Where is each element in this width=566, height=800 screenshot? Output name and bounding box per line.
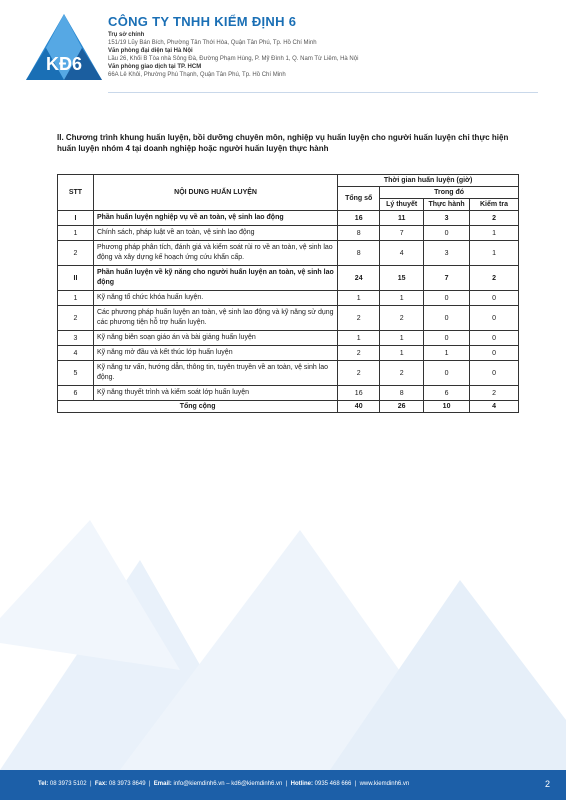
row-test: 2 bbox=[470, 211, 519, 226]
page-number: 2 bbox=[544, 779, 550, 789]
row-test: 0 bbox=[470, 331, 519, 346]
header-of-which: Trong đó bbox=[380, 187, 519, 199]
header-total: Tổng số bbox=[338, 187, 380, 211]
row-practice: 0 bbox=[424, 331, 470, 346]
row-theory: 1 bbox=[380, 346, 424, 361]
row-theory: 2 bbox=[380, 306, 424, 331]
row-content: Kỹ năng mở đầu và kết thúc lớp huấn luyện bbox=[93, 346, 337, 361]
row-content: Phương pháp phân tích, đánh giá và kiểm soát rủi ro về an toàn, vệ sinh lao động và xây dựng kế hoạch ứng cứu khẩn cấp. bbox=[93, 241, 337, 266]
table-row bbox=[58, 346, 519, 361]
row-content: Phần huấn luyện nghiệp vụ về an toàn, vệ sinh lao động bbox=[93, 211, 337, 226]
row-practice: 3 bbox=[424, 241, 470, 266]
row-stt: 1 bbox=[58, 226, 94, 241]
total-label: Tổng cộng bbox=[58, 401, 338, 413]
table-row bbox=[58, 211, 519, 226]
row-content: Kỹ năng thuyết trình và kiểm soát lớp huấn luyện bbox=[93, 386, 337, 401]
tel-label: Tel: bbox=[38, 781, 49, 787]
row-total: 24 bbox=[338, 266, 380, 291]
row-total: 2 bbox=[338, 361, 380, 386]
row-theory: 2 bbox=[380, 361, 424, 386]
row-total: 16 bbox=[338, 386, 380, 401]
row-total: 2 bbox=[338, 306, 380, 331]
svg-text:KĐ6: KĐ6 bbox=[45, 54, 83, 74]
row-test: 0 bbox=[470, 306, 519, 331]
row-practice: 6 bbox=[424, 386, 470, 401]
email-label: Email: bbox=[153, 781, 172, 787]
row-total: 8 bbox=[338, 241, 380, 266]
table-row bbox=[58, 331, 519, 346]
total-sum: 40 bbox=[338, 401, 380, 413]
header-stt: STT bbox=[58, 175, 94, 211]
total-test: 4 bbox=[470, 401, 519, 413]
row-content: Chính sách, pháp luật về an toàn, vệ sinh lao động bbox=[93, 226, 337, 241]
row-stt: 3 bbox=[58, 331, 94, 346]
total-theory: 26 bbox=[380, 401, 424, 413]
row-theory: 4 bbox=[380, 241, 424, 266]
header-practice: Thực hành bbox=[424, 199, 470, 211]
training-program-table bbox=[57, 174, 519, 413]
hotline-label: Hotline: bbox=[290, 781, 313, 787]
table-row bbox=[58, 361, 519, 386]
head-office-label: Trụ sở chính bbox=[108, 32, 145, 38]
row-stt: II bbox=[58, 266, 94, 291]
row-theory: 15 bbox=[380, 266, 424, 291]
row-theory: 7 bbox=[380, 226, 424, 241]
hanoi-office-address: Lầu 26, Khối B Tòa nhà Sông Đà, Đường Phạm Hùng, P. Mỹ Đình 1, Q. Nam Từ Liêm, Hà Nội bbox=[108, 56, 359, 62]
row-practice: 0 bbox=[424, 226, 470, 241]
tel-number: 08 3973 5102 bbox=[49, 781, 87, 787]
row-theory: 1 bbox=[380, 331, 424, 346]
row-theory: 11 bbox=[380, 211, 424, 226]
hanoi-office-label: Văn phòng đại diện tại Hà Nội bbox=[108, 48, 193, 54]
company-addresses bbox=[108, 31, 358, 79]
company-logo bbox=[24, 12, 104, 82]
website-link[interactable]: www.kiemdinh6.vn bbox=[359, 781, 410, 787]
row-test: 1 bbox=[470, 241, 519, 266]
row-practice: 1 bbox=[424, 346, 470, 361]
row-total: 2 bbox=[338, 346, 380, 361]
row-practice: 3 bbox=[424, 211, 470, 226]
header-test: Kiểm tra bbox=[470, 199, 519, 211]
row-stt: I bbox=[58, 211, 94, 226]
table-row bbox=[58, 226, 519, 241]
fax-label: Fax: bbox=[94, 781, 108, 787]
row-content: Kỹ năng biên soạn giáo án và bài giảng huấn luyện bbox=[93, 331, 337, 346]
hotline-number: 0935 468 666 bbox=[314, 781, 352, 787]
hcm-office-label: Văn phòng giao dịch tại TP. HCM bbox=[108, 64, 202, 70]
header-content: NỘI DUNG HUẤN LUYỆN bbox=[93, 175, 337, 211]
row-stt: 4 bbox=[58, 346, 94, 361]
company-name: CÔNG TY TNHH KIỂM ĐỊNH 6 bbox=[108, 14, 297, 29]
footer-bar bbox=[0, 770, 566, 800]
header-training-time: Thời gian huấn luyện (giờ) bbox=[338, 175, 519, 187]
row-theory: 8 bbox=[380, 386, 424, 401]
section-title: II. Chương trình khung huấn luyện, bồi dưỡng chuyên môn, nghiệp vụ huấn luyện cho người huấn luyện chỉ thực hiện huấn luyện nhóm 4 tại doanh nghiệp hoặc người huấn luyện thực hành bbox=[57, 133, 509, 153]
row-practice: 7 bbox=[424, 266, 470, 291]
table-row bbox=[58, 266, 519, 291]
row-test: 1 bbox=[470, 226, 519, 241]
row-content: Kỹ năng tổ chức khóa huấn luyện. bbox=[93, 291, 337, 306]
row-content: Kỹ năng tư vấn, hướng dẫn, thông tin, tuyên truyền về an toàn, vệ sinh lao động. bbox=[93, 361, 337, 386]
total-row bbox=[58, 401, 519, 413]
letterhead bbox=[0, 0, 566, 110]
row-theory: 1 bbox=[380, 291, 424, 306]
total-practice: 10 bbox=[424, 401, 470, 413]
row-total: 1 bbox=[338, 331, 380, 346]
header-theory: Lý thuyết bbox=[380, 199, 424, 211]
table-row bbox=[58, 241, 519, 266]
row-practice: 0 bbox=[424, 291, 470, 306]
row-stt: 2 bbox=[58, 306, 94, 331]
row-stt: 5 bbox=[58, 361, 94, 386]
table-row bbox=[58, 291, 519, 306]
fax-number: 08 3973 8649 bbox=[108, 781, 146, 787]
row-content: Phần huấn luyện về kỹ năng cho người huấn luyện an toàn, vệ sinh lao động bbox=[93, 266, 337, 291]
row-test: 2 bbox=[470, 266, 519, 291]
row-practice: 0 bbox=[424, 306, 470, 331]
row-stt: 6 bbox=[58, 386, 94, 401]
table-row bbox=[58, 306, 519, 331]
email-address[interactable]: info@kiemdinh6.vn – kd6@kiemdinh6.vn bbox=[173, 781, 283, 787]
hcm-office-address: 66A Lê Khôi, Phường Phú Thạnh, Quận Tân Phú, Tp. Hồ Chí Minh bbox=[108, 72, 286, 78]
head-office-address: 151/19 Lũy Bán Bích, Phường Tân Thới Hòa, Quận Tân Phú, Tp. Hồ Chí Minh bbox=[108, 40, 317, 46]
table-row bbox=[58, 386, 519, 401]
row-test: 0 bbox=[470, 361, 519, 386]
row-stt: 1 bbox=[58, 291, 94, 306]
row-stt: 2 bbox=[58, 241, 94, 266]
row-test: 0 bbox=[470, 346, 519, 361]
row-total: 16 bbox=[338, 211, 380, 226]
row-total: 1 bbox=[338, 291, 380, 306]
background-decoration bbox=[0, 520, 566, 770]
row-test: 0 bbox=[470, 291, 519, 306]
header-divider bbox=[108, 92, 538, 93]
row-test: 2 bbox=[470, 386, 519, 401]
row-content: Các phương pháp huấn luyện an toàn, vệ sinh lao động và kỹ năng sử dụng các phương tiện hỗ trợ huấn luyện. bbox=[93, 306, 337, 331]
row-practice: 0 bbox=[424, 361, 470, 386]
row-total: 8 bbox=[338, 226, 380, 241]
footer-contact: Tel: 08 3973 5102 | Fax: 08 3973 8649 | Email: info@kiemdinh6.vn – kd6@kiemdinh6.vn | Hotline: 0935 468 666 | www.kiemdinh6.vn bbox=[38, 781, 410, 787]
